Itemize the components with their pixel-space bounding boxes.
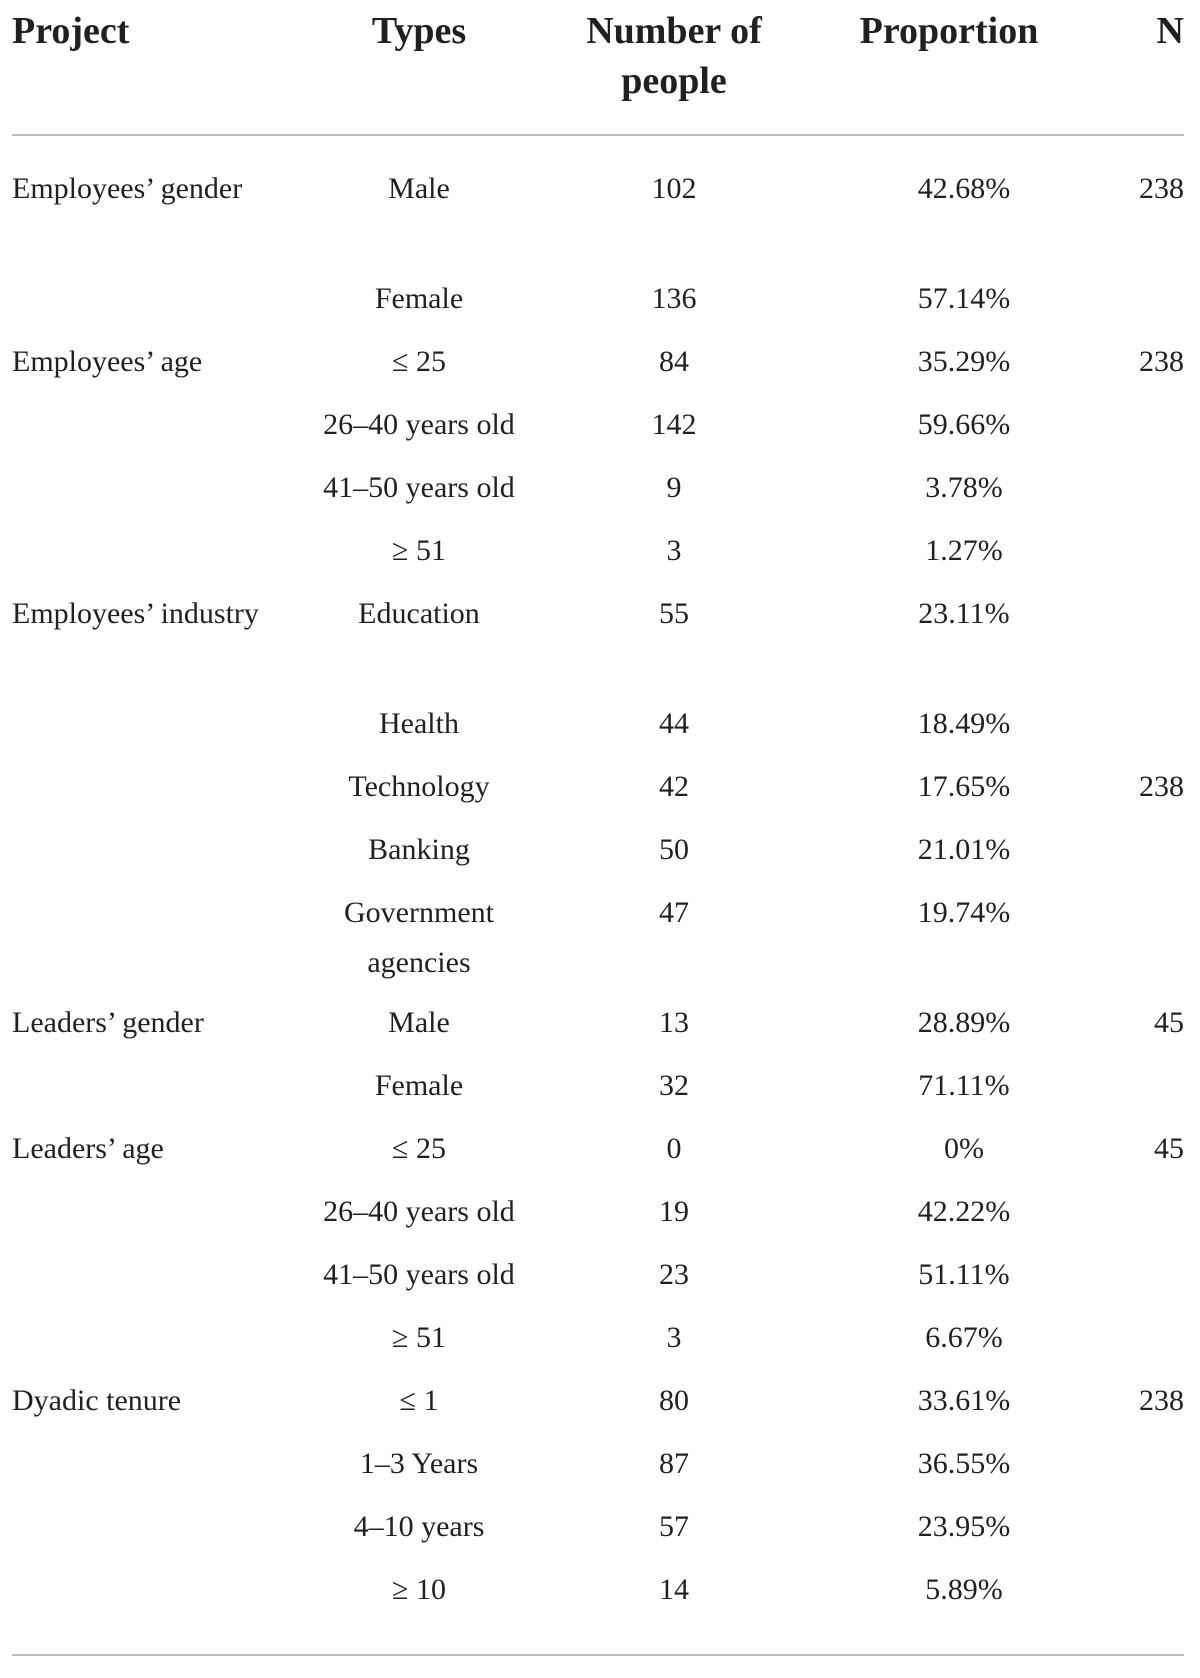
cell-number-of-people: 14 — [659, 1573, 689, 1606]
cell-project — [12, 762, 294, 825]
cell-number-of-people: 142 — [651, 408, 697, 441]
table-row — [12, 1061, 1184, 1124]
cell-number-of-people: 19 — [659, 1195, 689, 1228]
cell-number-of-people: 9 — [666, 471, 682, 504]
cell-types: ≤ 1 — [399, 1384, 439, 1417]
table-row — [12, 1124, 1184, 1187]
cell-project — [12, 526, 294, 589]
cell-project: Leaders’ age — [12, 1132, 164, 1165]
cell-proportion: 21.01% — [917, 833, 1011, 866]
table-row — [12, 825, 1184, 888]
table-row — [12, 888, 1184, 998]
cell-number-of-people: 50 — [659, 833, 689, 866]
header-types: Types — [294, 0, 544, 135]
cell-types: Technology — [348, 770, 490, 803]
cell-n — [1094, 400, 1184, 463]
cell-n: 45 — [1154, 1006, 1184, 1039]
cell-proportion: 23.95% — [917, 1510, 1011, 1543]
cell-types: 41–50 years old — [323, 471, 515, 504]
cell-n: 45 — [1154, 1132, 1184, 1165]
table-row — [12, 274, 1184, 337]
cell-proportion: 23.11% — [918, 597, 1010, 630]
cell-n — [1094, 1439, 1184, 1502]
header-number-line1: Number of — [586, 10, 762, 52]
cell-number-of-people: 44 — [659, 707, 689, 740]
table-row — [12, 1502, 1184, 1565]
cell-number-of-people: 3 — [666, 1321, 682, 1354]
cell-types: Male — [388, 1006, 450, 1039]
cell-project — [12, 1187, 294, 1250]
cell-types: 4–10 years — [353, 1510, 485, 1543]
table-row — [12, 1565, 1184, 1628]
cell-n — [1094, 274, 1184, 337]
cell-proportion: 18.49% — [917, 707, 1011, 740]
cell-project — [12, 888, 294, 998]
cell-proportion: 0% — [944, 1132, 984, 1165]
cell-project: Employees’ age — [12, 345, 203, 378]
cell-project — [12, 1061, 294, 1124]
cell-n — [1094, 1565, 1184, 1628]
cell-number-of-people: 57 — [659, 1510, 689, 1543]
bottom-rule — [12, 1654, 1184, 1656]
cell-types: Female — [374, 282, 464, 315]
cell-project: Leaders’ gender — [12, 1006, 204, 1039]
cell-types: 26–40 years old — [323, 1195, 515, 1228]
cell-types: Female — [374, 1069, 464, 1102]
cell-n — [1094, 1313, 1184, 1376]
cell-project: Dyadic tenure — [12, 1384, 182, 1417]
cell-number-of-people: 13 — [659, 1006, 689, 1039]
cell-project — [12, 1250, 294, 1313]
table-row — [12, 1187, 1184, 1250]
cell-n — [1094, 1502, 1184, 1565]
cell-proportion: 35.29% — [917, 345, 1011, 378]
cell-proportion: 71.11% — [918, 1069, 1010, 1102]
cell-proportion: 19.74% — [917, 896, 1011, 929]
cell-proportion: 59.66% — [917, 408, 1011, 441]
cell-types: 26–40 years old — [323, 408, 515, 441]
header-number-of-people — [544, 0, 804, 135]
header-number-line2: people — [621, 60, 727, 102]
cell-n: 238 — [1139, 1384, 1184, 1417]
table-row — [12, 589, 1184, 699]
cell-number-of-people: 87 — [659, 1447, 689, 1480]
cell-types: ≥ 51 — [392, 1321, 446, 1354]
cell-project: Employees’ gender — [12, 172, 243, 205]
cell-number-of-people: 102 — [651, 172, 697, 205]
cell-proportion: 5.89% — [925, 1573, 1003, 1606]
cell-number-of-people: 80 — [659, 1384, 689, 1417]
cell-number-of-people: 23 — [659, 1258, 689, 1291]
cell-proportion: 42.68% — [917, 172, 1011, 205]
cell-proportion: 42.22% — [917, 1195, 1011, 1228]
cell-types: Education — [358, 597, 480, 630]
cell-types: ≥ 51 — [392, 534, 446, 567]
cell-types: Banking — [368, 833, 470, 866]
table-header — [12, 0, 1184, 135]
table-row — [12, 1250, 1184, 1313]
demographics-table — [12, 0, 1184, 1628]
table-body — [12, 135, 1184, 1628]
cell-project — [12, 274, 294, 337]
cell-proportion: 51.11% — [918, 1258, 1010, 1291]
cell-n: 238 — [1139, 345, 1184, 378]
cell-n — [1094, 1187, 1184, 1250]
cell-project — [12, 1502, 294, 1565]
cell-number-of-people: 47 — [659, 896, 689, 929]
table-row — [12, 463, 1184, 526]
cell-number-of-people: 0 — [666, 1132, 682, 1165]
cell-project — [12, 463, 294, 526]
cell-n: 238 — [1139, 172, 1184, 205]
cell-project — [12, 400, 294, 463]
cell-project — [12, 699, 294, 762]
cell-proportion: 6.67% — [925, 1321, 1003, 1354]
table-row — [12, 526, 1184, 589]
table-row — [12, 1313, 1184, 1376]
cell-number-of-people: 42 — [659, 770, 689, 803]
header-project: Project — [12, 0, 294, 135]
cell-types: 1–3 Years — [359, 1447, 479, 1480]
cell-project: Employees’ industry — [12, 597, 259, 630]
cell-n — [1094, 1250, 1184, 1313]
cell-number-of-people: 136 — [651, 282, 697, 315]
table-row — [12, 337, 1184, 400]
cell-types: 41–50 years old — [323, 1258, 515, 1291]
cell-types: Male — [388, 172, 450, 205]
cell-number-of-people: 55 — [659, 597, 689, 630]
cell-number-of-people: 32 — [659, 1069, 689, 1102]
cell-n — [1094, 888, 1184, 998]
table-row — [12, 135, 1184, 274]
cell-types: Government agencies — [344, 896, 494, 979]
cell-project — [12, 1313, 294, 1376]
cell-project — [12, 825, 294, 888]
cell-n — [1094, 463, 1184, 526]
cell-n — [1094, 825, 1184, 888]
table-row — [12, 998, 1184, 1061]
cell-n — [1094, 589, 1184, 699]
cell-types: Health — [379, 707, 459, 740]
cell-proportion: 57.14% — [917, 282, 1011, 315]
header-n: N — [1094, 0, 1184, 135]
cell-n — [1094, 526, 1184, 589]
cell-number-of-people: 3 — [666, 534, 682, 567]
cell-types: ≥ 10 — [392, 1573, 446, 1606]
cell-n: 238 — [1139, 770, 1184, 803]
cell-types: ≤ 25 — [392, 345, 446, 378]
table-row — [12, 699, 1184, 762]
table-row — [12, 1376, 1184, 1439]
table-row — [12, 762, 1184, 825]
cell-number-of-people: 84 — [659, 345, 689, 378]
cell-n — [1094, 699, 1184, 762]
cell-types: ≤ 25 — [392, 1132, 446, 1165]
cell-project — [12, 1565, 294, 1628]
cell-proportion: 1.27% — [925, 534, 1003, 567]
cell-proportion: 28.89% — [917, 1006, 1011, 1039]
cell-n — [1094, 1061, 1184, 1124]
cell-proportion: 33.61% — [917, 1384, 1011, 1417]
cell-proportion: 36.55% — [917, 1447, 1011, 1480]
cell-proportion: 17.65% — [917, 770, 1011, 803]
table-row — [12, 1439, 1184, 1502]
header-proportion: Proportion — [804, 0, 1094, 135]
cell-project — [12, 1439, 294, 1502]
cell-proportion: 3.78% — [925, 471, 1003, 504]
header-row — [12, 0, 1184, 135]
table-row — [12, 400, 1184, 463]
